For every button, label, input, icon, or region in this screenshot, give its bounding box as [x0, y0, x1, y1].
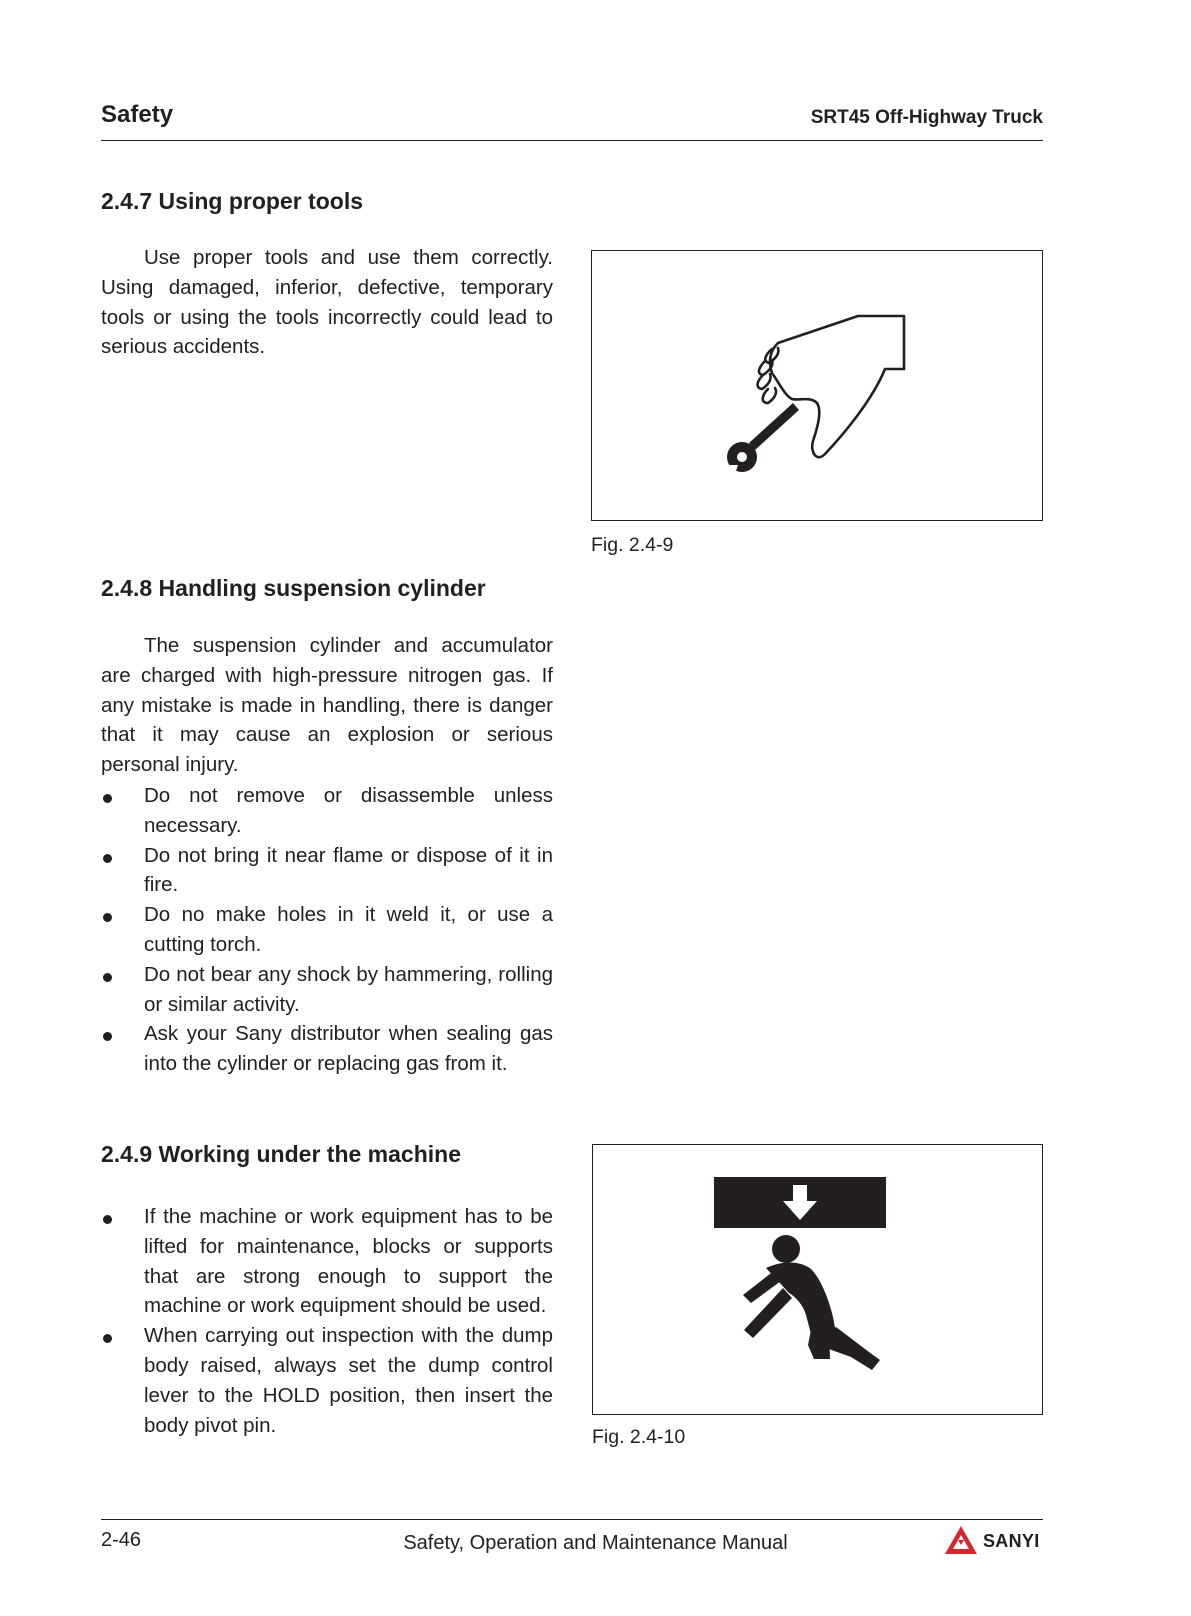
bullet-dot	[103, 1215, 112, 1224]
figure-2-4-10	[592, 1144, 1043, 1415]
header-product-title: SRT45 Off-Highway Truck	[810, 107, 1043, 128]
crush-hazard-icon	[593, 1145, 1044, 1416]
header-rule	[101, 140, 1043, 141]
figure-2-4-9	[591, 250, 1043, 521]
bullet-list-2-4-9	[101, 1202, 553, 1440]
figure-caption-2-4-9: Fig. 2.4-9	[591, 534, 674, 556]
section-body-2-4-7: Use proper tools and use them correctly. Using damaged, inferior, defective, temporary tools or using the tools incorrectly could lead to serious accidents.	[101, 246, 553, 359]
bullet-dot	[103, 854, 112, 863]
bullet-dot	[103, 1032, 112, 1041]
footer-rule	[101, 1519, 1043, 1520]
list-item: Do not bear any shock by hammering, rolling or similar activity.	[101, 960, 553, 1020]
sanyi-logo-icon	[943, 1524, 979, 1558]
list-item: Do no make holes in it weld it, or use a cutting torch.	[101, 900, 553, 960]
footer-brand: SANYI	[983, 1531, 1040, 1551]
list-item: When carrying out inspection with the dump body raised, always set the dump control lever to the HOLD position, then insert the body pivot pin.	[101, 1321, 553, 1440]
list-item: Do not remove or disassemble unless necessary.	[101, 781, 553, 841]
section-heading-2-4-9: 2.4.9 Working under the machine	[101, 1141, 461, 1167]
section-heading-2-4-8: 2.4.8 Handling suspension cylinder	[101, 575, 486, 601]
list-item: Ask your Sany distributor when sealing gas into the cylinder or replacing gas from it.	[101, 1019, 553, 1079]
bullet-dot	[103, 913, 112, 922]
list-item: If the machine or work equipment has to be lifted for maintenance, blocks or supports that are strong enough to support the machine or work equipment should be used.	[101, 1202, 553, 1321]
list-item: Do not bring it near flame or dispose of it in fire.	[101, 841, 553, 901]
figure-caption-2-4-10: Fig. 2.4-10	[592, 1426, 686, 1448]
footer-page-number: 2-46	[101, 1529, 142, 1551]
bullet-dot	[103, 794, 112, 803]
section-heading-2-4-7: 2.4.7 Using proper tools	[101, 188, 363, 214]
bullet-list-2-4-8	[101, 781, 553, 1079]
header-section-title: Safety	[101, 101, 174, 128]
footer-manual-title: Safety, Operation and Maintenance Manual	[403, 1532, 788, 1554]
bullet-dot	[103, 973, 112, 982]
bullet-dot	[103, 1334, 112, 1343]
hand-wrench-icon	[592, 251, 1044, 522]
section-body-2-4-8: The suspension cylinder and accumulator are charged with high-pressure nitrogen gas. If any mistake is made in handling, there is danger that it may cause an explosion or serious personal injury.	[101, 634, 553, 777]
